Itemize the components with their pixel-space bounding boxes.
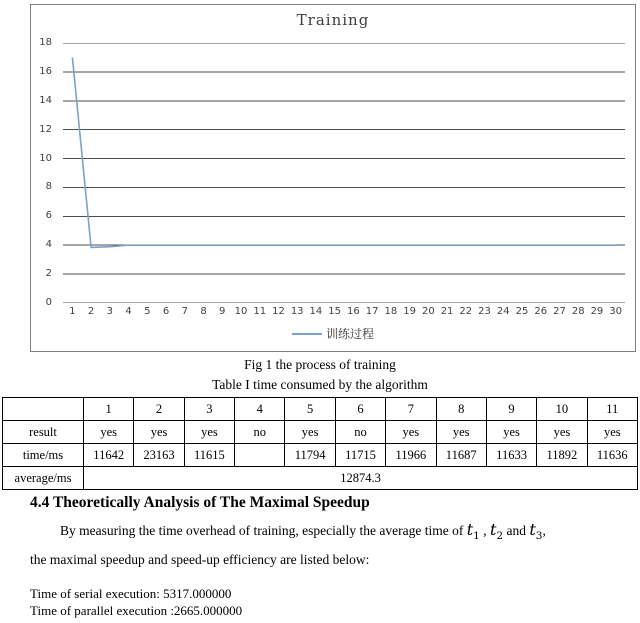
table-cell: yes — [537, 421, 587, 444]
table-cell: 11794 — [285, 444, 335, 467]
table-cell: no — [235, 421, 285, 444]
x-axis-label: 7 — [181, 306, 188, 317]
table-cell: yes — [184, 421, 234, 444]
table-cell: yes — [285, 421, 335, 444]
table-cell: 11966 — [386, 444, 436, 467]
table-header-cell: 11 — [587, 398, 637, 421]
table-cell: 11633 — [486, 444, 536, 467]
table-header-cell: 5 — [285, 398, 335, 421]
x-axis-label: 11 — [253, 306, 267, 317]
table-cell: 11615 — [184, 444, 234, 467]
y-axis-label: 12 — [39, 124, 52, 135]
table-cell: 11687 — [436, 444, 486, 467]
para-text-line2: the maximal speedup and speed-up efficiency are listed below: — [30, 552, 370, 568]
table-cell: 11715 — [335, 444, 385, 467]
x-axis-label: 30 — [609, 306, 623, 317]
y-axis-label: 18 — [39, 37, 52, 48]
x-axis-label: 23 — [478, 306, 491, 317]
x-axis-label: 6 — [162, 306, 170, 317]
x-axis-label: 27 — [553, 306, 566, 317]
x-axis-label: 15 — [328, 306, 342, 317]
training-chart-figure — [30, 4, 636, 352]
x-axis-label: 20 — [421, 306, 435, 317]
body-paragraph — [30, 518, 618, 572]
row-label: time/ms — [3, 444, 84, 467]
table-caption: Table I time consumed by the algorithm — [212, 377, 428, 392]
table-header-cell: 10 — [537, 398, 587, 421]
x-axis-label: 10 — [234, 306, 248, 317]
math-t3: $t_3$ — [529, 520, 543, 543]
table-cell: 11636 — [587, 444, 637, 467]
y-axis-label: 10 — [39, 153, 52, 164]
x-axis-label: 17 — [365, 306, 379, 317]
y-axis-label: 0 — [45, 297, 52, 308]
y-axis-label: 4 — [45, 239, 52, 250]
section-heading: 4.4 Theoretically Analysis of The Maximal Speedup — [30, 494, 370, 511]
x-axis-label: 26 — [534, 306, 548, 317]
table-header-cell: 6 — [335, 398, 385, 421]
table-cell: 23163 — [134, 444, 184, 467]
row-label: average/ms — [3, 467, 84, 490]
results-table — [2, 397, 638, 490]
x-axis-label: 22 — [459, 306, 473, 317]
y-axis-label: 8 — [45, 181, 52, 192]
x-axis-label: 21 — [440, 306, 454, 317]
table-row — [3, 421, 638, 444]
table-header-cell: 1 — [84, 398, 134, 421]
x-axis-label: 18 — [384, 306, 398, 317]
x-axis-label: 5 — [144, 306, 151, 317]
average-value: 12874.3 — [84, 467, 638, 490]
table-header-cell — [3, 398, 84, 421]
table-header-cell: 2 — [134, 398, 184, 421]
table-cell: yes — [84, 421, 134, 444]
table-header-cell: 8 — [436, 398, 486, 421]
table-cell — [235, 444, 285, 467]
y-axis-label: 16 — [39, 66, 52, 77]
math-t1: $t_1$ — [466, 520, 480, 543]
table-average-row — [3, 467, 638, 490]
legend-line-marker — [292, 333, 322, 335]
x-axis-label: 1 — [69, 306, 76, 317]
table-cell: yes — [134, 421, 184, 444]
y-axis — [31, 37, 59, 308]
row-label: result — [3, 421, 84, 444]
x-axis-label: 24 — [496, 306, 510, 317]
result-line: Time of serial execution: 5317.000000 — [30, 586, 232, 601]
table-cell: yes — [436, 421, 486, 444]
x-axis-label: 9 — [219, 306, 226, 317]
para-separator: and — [503, 523, 530, 538]
math-t2: $t_2$ — [489, 520, 504, 543]
table-cell: yes — [587, 421, 637, 444]
x-axis — [63, 306, 625, 317]
legend-label: 训练过程 — [325, 327, 374, 341]
x-axis-label: 8 — [200, 306, 207, 317]
table-cell: no — [335, 421, 385, 444]
x-axis-label: 25 — [515, 306, 529, 317]
table-row — [3, 444, 638, 467]
chart-title: Training — [296, 11, 370, 29]
line-chart-plot-area — [63, 43, 625, 303]
table-header-cell: 7 — [386, 398, 436, 421]
y-axis-label: 2 — [45, 268, 52, 279]
x-axis-label: 16 — [347, 306, 360, 317]
table-cell: 11642 — [84, 444, 134, 467]
figure-caption: Fig 1 the process of training — [244, 357, 396, 372]
x-axis-label: 13 — [290, 306, 304, 317]
y-axis-label: 6 — [45, 210, 52, 221]
execution-time-results — [30, 585, 610, 619]
table-cell: 11892 — [537, 444, 587, 467]
x-axis-label: 14 — [309, 306, 323, 317]
x-axis-label: 12 — [272, 306, 285, 317]
x-axis-label: 2 — [87, 306, 95, 317]
table-cell: yes — [386, 421, 436, 444]
para-separator: , — [479, 523, 490, 538]
para-trailing-comma: , — [542, 523, 546, 538]
para-text: By measuring the time overhead of training, especially the average time of — [60, 523, 467, 538]
x-axis-label: 3 — [106, 306, 114, 317]
x-axis-label: 19 — [403, 306, 416, 317]
result-line: Time of parallel execution :2665.000000 — [30, 603, 243, 618]
chart-legend — [31, 325, 635, 342]
table-header-cell: 4 — [235, 398, 285, 421]
table-header-cell: 9 — [486, 398, 536, 421]
table-header-cell: 3 — [184, 398, 234, 421]
x-axis-label: 29 — [590, 306, 604, 317]
table-cell: yes — [486, 421, 536, 444]
x-axis-label: 28 — [571, 306, 585, 317]
table-header-row — [3, 398, 638, 421]
x-axis-label: 4 — [125, 306, 132, 317]
y-axis-label: 14 — [39, 95, 52, 106]
